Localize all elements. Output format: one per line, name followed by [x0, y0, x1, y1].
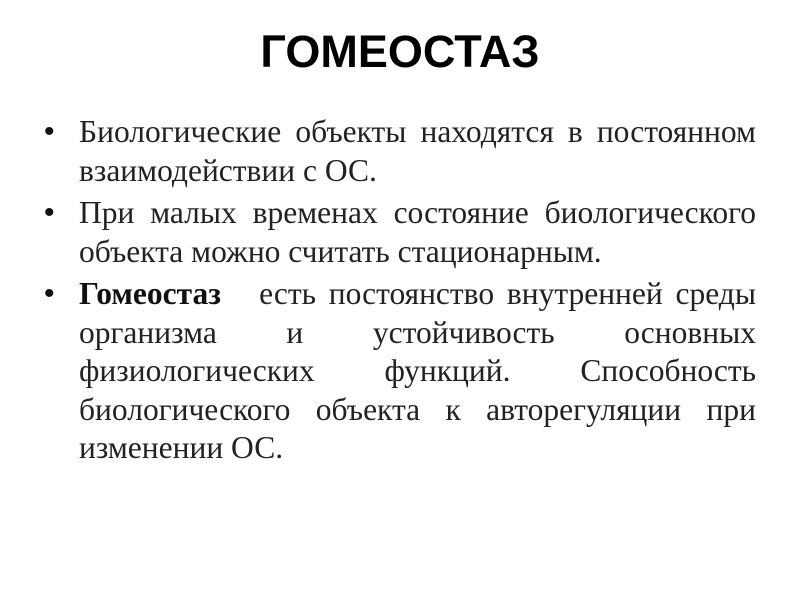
bullet-text: есть постоянство внутренней среды организма и устойчивость основных физиологических функций. Способность биологического объекта к авторегуляции при изменении ОС.: [79, 276, 756, 465]
bullet-dot-icon: •: [44, 115, 55, 148]
bullet-dot-icon: •: [44, 277, 55, 310]
slide-title: ГОМЕОСТАЗ: [260, 26, 540, 77]
bullet-item: [44, 113, 756, 190]
bullet-text: Биологические объекты находятся в постоянном взаимодействии с ОС.: [79, 114, 756, 188]
bullet-text: При малых временах состояние биологического объекта можно считать стационарным.: [79, 195, 756, 269]
bullet-term: Гомеостаз: [79, 276, 221, 311]
bullet-list: [44, 113, 756, 472]
bullet-dot-icon: •: [44, 196, 55, 229]
bullet-item: [44, 275, 756, 468]
bullet-item: [44, 194, 756, 271]
